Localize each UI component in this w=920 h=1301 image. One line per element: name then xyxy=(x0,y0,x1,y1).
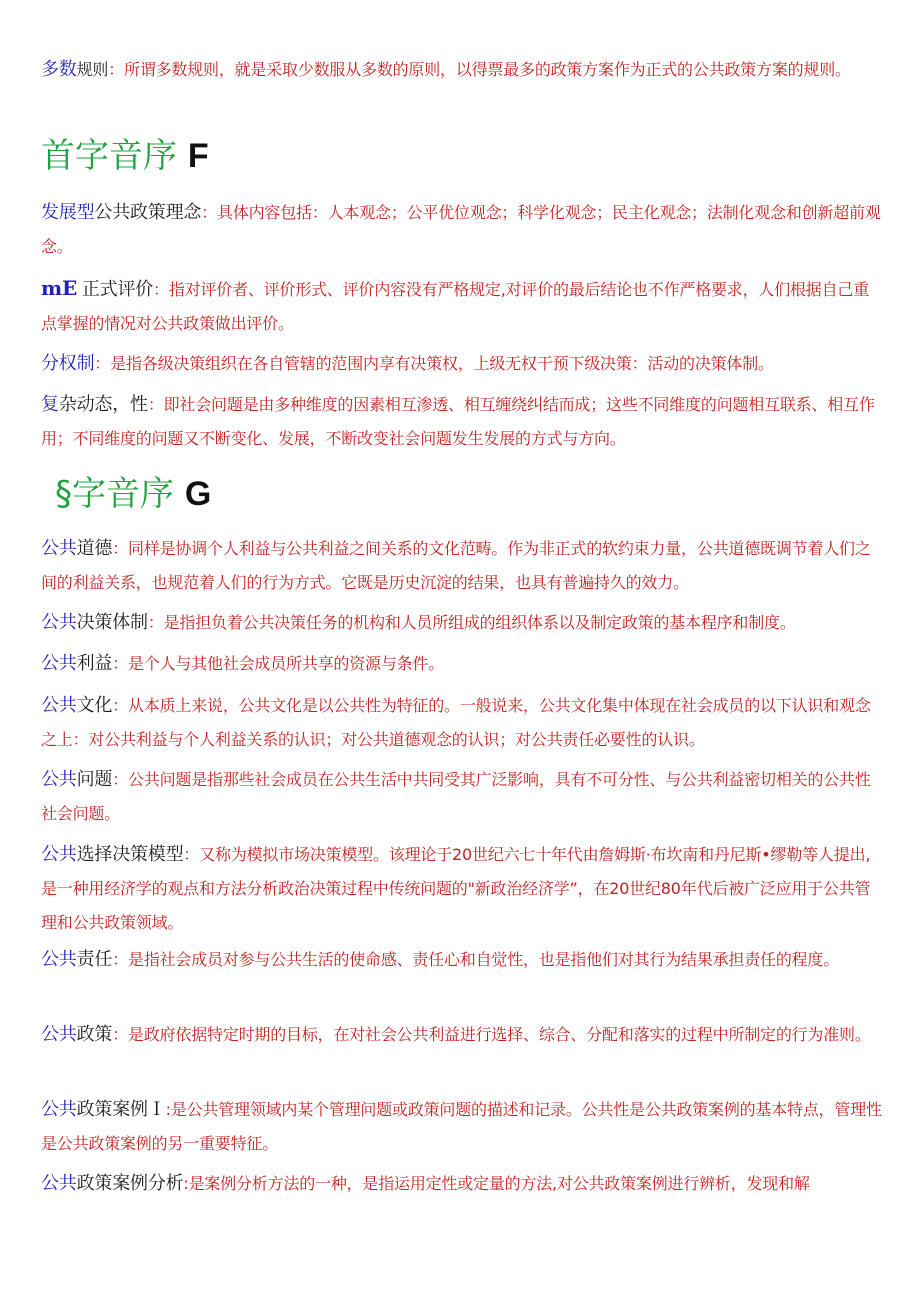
term-prefix: 公共 xyxy=(41,769,77,790)
glossary-entry-public-morality xyxy=(41,532,883,600)
term-separator: ： xyxy=(183,845,200,864)
term-separator: ： xyxy=(112,539,129,558)
term-suffix: 选择决策模型 xyxy=(76,844,184,865)
term-suffix: 道德 xyxy=(76,538,113,559)
glossary-entry-public-policy xyxy=(41,1018,883,1052)
term-separator: ： xyxy=(112,654,129,673)
term-suffix: 正式评价 xyxy=(81,279,154,300)
term-prefix: 公共 xyxy=(41,844,77,865)
section-title: §字音序 xyxy=(55,474,174,514)
term-definition: 从本质上来说，公共文化是以公共性为特征的。一般说来，公共文化集中体现在社会成员的以下认识和观念之上：对公共利益与个人利益关系的认识；对公共道德观念的认识；对公共责任必要性的认识。 xyxy=(41,696,871,749)
glossary-entry-informal-evaluation xyxy=(41,271,883,341)
term-definition: 即社会问题是由多种维度的因素相互渗透、相互缠绕纠结而成；这些不同维度的问题相互联系、相互作用；不同维度的问题又不断变化、发展，不断改变社会问题发生发展的方式与方向。 xyxy=(41,395,875,448)
term-suffix: 政策 xyxy=(76,1024,113,1045)
glossary-entry-public-responsibility xyxy=(41,943,883,977)
glossary-entry-public-decision-system xyxy=(41,606,883,640)
term-definition: 是公共管理领域内某个管理问题或政策问题的描述和记录。公共性是公共政策案例的基本特点，管理性是公共政策案例的另一重要特征。 xyxy=(41,1100,882,1153)
term-separator: ： xyxy=(112,950,129,969)
term-prefix: 复 xyxy=(41,394,59,415)
term-prefix: 公共 xyxy=(41,1099,77,1120)
term-prefix: 公共 xyxy=(41,538,77,559)
glossary-entry-public-policy-case-analysis xyxy=(41,1167,883,1201)
term-prefix: 公共 xyxy=(41,949,77,970)
term-definition: 具体内容包括：人本观念；公平优位观念；科学化观念；民主化观念；法制化观念和创新超前观念。 xyxy=(41,203,881,256)
term-suffix: 责任 xyxy=(76,949,113,970)
glossary-entry-development-policy-concept xyxy=(41,196,883,264)
term-prefix: 发展型 xyxy=(41,202,95,223)
term-definition: 同样是协调个人利益与公共利益之间关系的文化范畴。作为非正式的软约束力量，公共道德既调节着人们之间的利益关系，也规范着人们的行为方式。它既是历史沉淀的结果，也具有普遍持久的效力。 xyxy=(41,539,871,592)
term-prefix: 公共 xyxy=(41,1024,77,1045)
term-prefix: 公共 xyxy=(41,612,77,633)
term-separator: : xyxy=(165,1100,171,1119)
term-suffix: 文化 xyxy=(76,695,113,716)
glossary-entry-public-choice-model xyxy=(41,838,883,940)
glossary-entry-public-interest xyxy=(41,647,883,681)
term-definition: 是指社会成员对参与公共生活的使命感、责任心和自觉性，也是指他们对其行为结果承担责任的程度。 xyxy=(128,950,840,969)
term-separator: ： xyxy=(147,395,164,414)
term-separator: : xyxy=(183,1174,189,1193)
term-definition: 公共问题是指那些社会成员在公共生活中共同受其广泛影响，具有不可分性、与公共利益密切相关的公共性社会问题。 xyxy=(41,770,871,823)
term-separator: ： xyxy=(201,203,218,222)
term-suffix: 利益 xyxy=(76,653,113,674)
term-suffix: 公共政策理念 xyxy=(94,202,202,223)
term-suffix: 杂动态，性 xyxy=(58,394,148,415)
term-separator: ： xyxy=(112,770,129,789)
term-separator: ： xyxy=(94,354,111,373)
glossary-entry-public-policy-case xyxy=(41,1093,883,1161)
section-heading-f xyxy=(41,134,209,178)
term-definition: 是指担负着公共决策任务的机构和人员所组成的组织体系以及制定政策的基本程序和制度。 xyxy=(163,613,796,632)
term-definition: 指对评价者、评价形式、评价内容没有严格规定,对评价的最后结论也不作严格要求，人们根据自己重点掌握的情况对公共政策做出评价。 xyxy=(41,280,870,333)
glossary-entry-complex-dynamic xyxy=(41,388,883,456)
term-prefix: 公共 xyxy=(41,653,77,674)
term-definition: 是指各级决策组织在各自管辖的范围内享有决策权，上级无权干预下级决策：活动的决策体制。 xyxy=(110,354,774,373)
glossary-entry-public-issue xyxy=(41,763,883,831)
term-definition: 是案例分析方法的一种，是指运用定性或定量的方法,对公共政策案例进行辨析，发现和解 xyxy=(188,1174,810,1193)
section-heading-g xyxy=(55,472,211,516)
term-definition: 又称为模拟市场决策模型。该理论于20世纪六七十年代由詹姆斯·布坎南和丹尼斯•缪勒等人提出,是一种用经济学的观点和方法分析政治决策过程中传统问题的"新政治经济学”，在20世纪80年代后被广泛应用于公共管理和公共政策领域。 xyxy=(41,845,871,932)
term-prefix: mE xyxy=(41,276,78,300)
term-separator: ： xyxy=(147,613,164,632)
term-prefix: 多数 xyxy=(41,59,77,80)
glossary-entry-public-culture xyxy=(41,689,883,757)
term-prefix: 公共 xyxy=(41,1173,77,1194)
section-letter: G xyxy=(184,475,212,513)
term-prefix: 公共 xyxy=(41,695,77,716)
term-separator: ： xyxy=(153,280,169,299)
term-definition: 是政府依据特定时期的目标，在对社会公共利益进行选择、综合、分配和落实的过程中所制定的行为准则。 xyxy=(128,1025,871,1044)
glossary-entry-majority-rule xyxy=(41,53,883,87)
term-definition: 是个人与其他社会成员所共享的资源与条件。 xyxy=(128,654,445,673)
term-suffix: 政策案例Ｉ xyxy=(76,1099,166,1120)
term-suffix: 问题 xyxy=(76,769,113,790)
term-suffix: 规则 xyxy=(76,60,109,79)
term-separator: ： xyxy=(112,696,129,715)
term-prefix: 分权制 xyxy=(41,353,95,374)
section-letter: F xyxy=(187,137,209,175)
term-separator: ： xyxy=(112,1025,129,1044)
glossary-entry-decentralization xyxy=(41,347,883,381)
term-suffix: 政策案例分析 xyxy=(76,1173,184,1194)
term-definition: 所谓多数规则，就是采取少数服从多数的原则，以得票最多的政策方案作为正式的公共政策方案的规则。 xyxy=(124,60,851,79)
term-suffix: 决策体制 xyxy=(76,612,148,633)
section-title: 首字音序 xyxy=(41,136,177,176)
term-separator: ： xyxy=(108,60,125,79)
